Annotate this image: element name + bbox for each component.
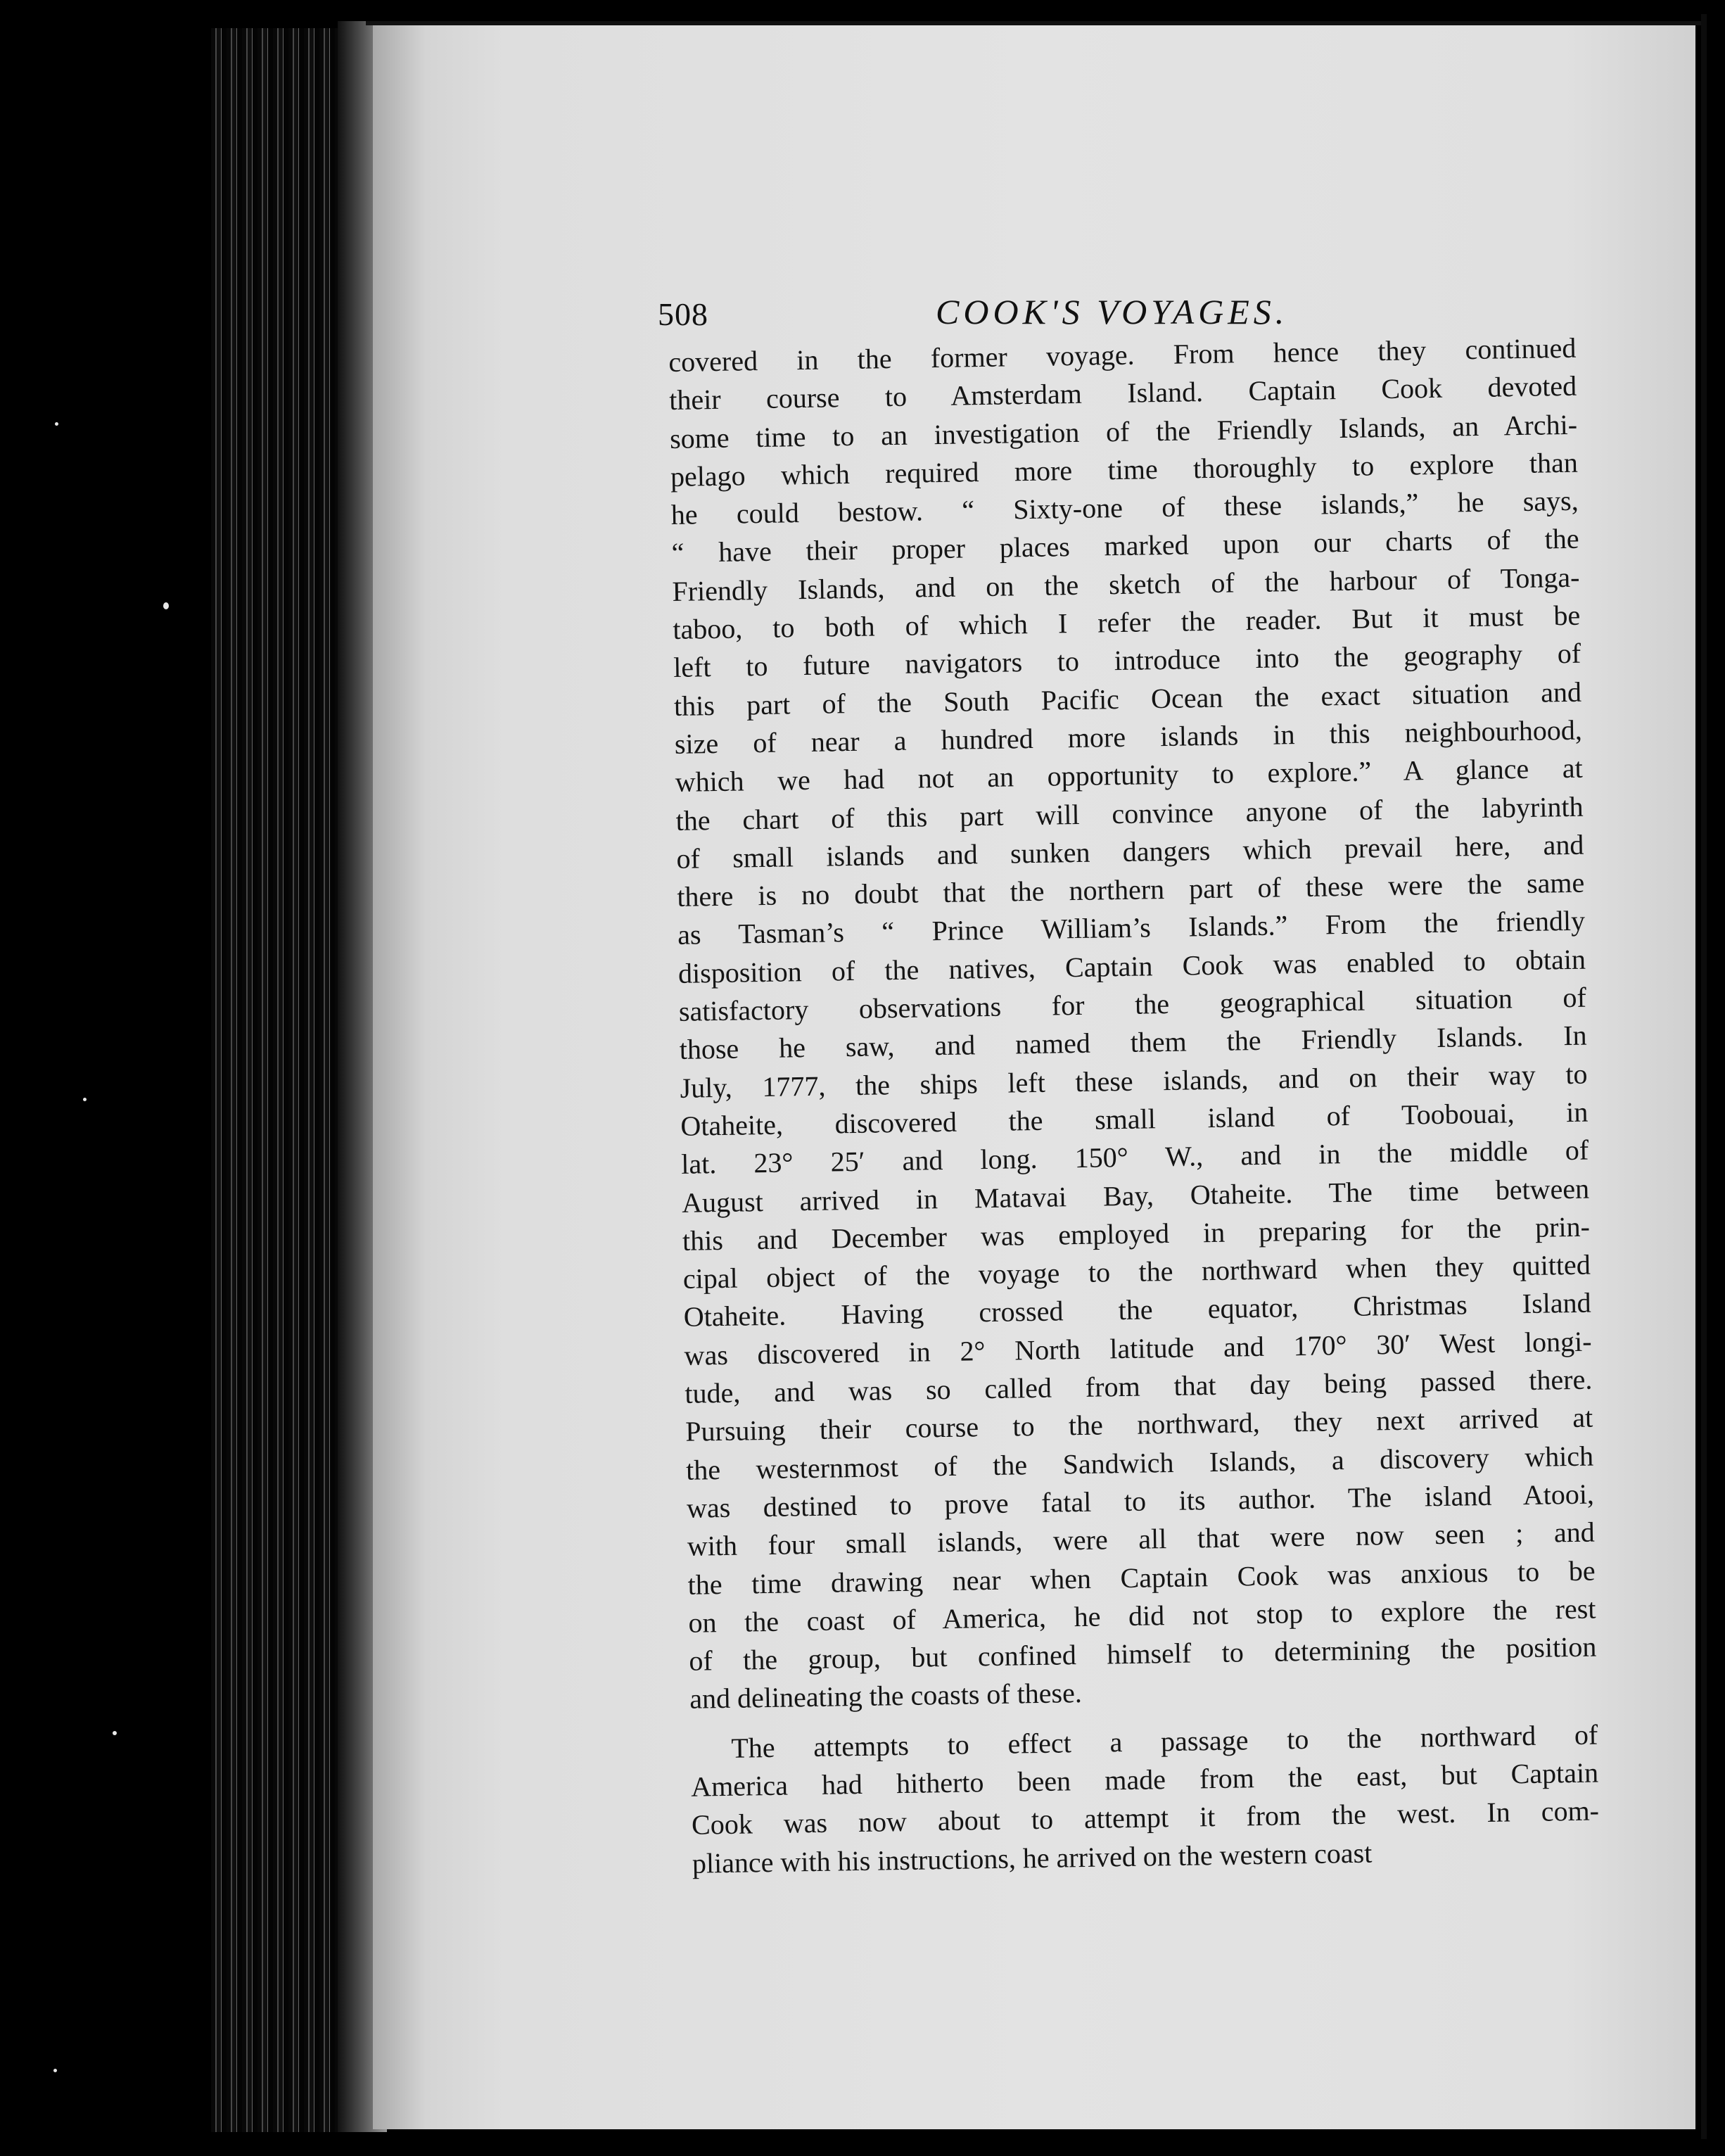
text-line: lat. 23° 25′ and long. 150° W., and in the middle of <box>680 1134 1589 1181</box>
text-line: Otaheite. Having crossed the equator, Christmas Island <box>683 1286 1591 1333</box>
scan-speck <box>53 2069 57 2072</box>
text-line: covered in the former voyage. From hence they continued <box>668 331 1577 378</box>
text-line: with four small islands, were all that were now seen ; and <box>687 1516 1596 1562</box>
text-line: Pursuing their course to the northward, they next arrived at <box>685 1401 1593 1448</box>
text-line: there is no doubt that the northern part of these were the same <box>677 866 1585 913</box>
page-number: 508 <box>658 296 708 332</box>
scan-speck <box>83 1098 87 1101</box>
text-line: size of near a hundred more islands in this neighbourhood, <box>674 714 1583 760</box>
text-line: was destined to prove fatal to its author. The island Atooi, <box>686 1478 1595 1524</box>
scan-speck <box>55 422 58 426</box>
text-line: their course to Amsterdam Island. Captain Cook devoted <box>668 370 1577 417</box>
text-line: left to future navigators to introduce into the geography of <box>673 638 1581 684</box>
text-line: August arrived in Matavai Bay, Otaheite. The time between <box>681 1172 1590 1219</box>
text-line: and delineating the coasts of these. <box>689 1677 1083 1716</box>
text-line: of small islands and sunken dangers which prevail here, and <box>676 828 1584 875</box>
text-line: the westernmost of the Sandwich Islands, a discovery which <box>685 1440 1594 1486</box>
text-line: of the group, but confined himself to determining the position <box>689 1630 1597 1677</box>
text-line: Friendly Islands, and on the sketch of the harbour of Tonga- <box>672 561 1580 607</box>
text-line: pliance with his instructions, he arrived on the western coast <box>692 1837 1373 1879</box>
text-line: pelago which required more time thoroughly to explore than <box>670 446 1579 493</box>
text-line: this part of the South Pacific Ocean the exact situation and <box>673 676 1582 722</box>
text-line: Cook was now about to attempt it from the west. In com- <box>691 1794 1600 1841</box>
text-line: as Tasman’s “ Prince William’s Islands.” From the friendly <box>677 905 1586 951</box>
text-line: some time to an investigation of the Friendly Islands, an Archi- <box>669 408 1578 455</box>
text-line: July, 1777, the ships left these islands, and on their way to <box>680 1058 1588 1104</box>
text-line: he could bestow. “ Sixty-one of these islands,” he says, <box>670 484 1579 531</box>
text-line: the chart of this part will convince anyone of the labyrinth <box>675 790 1584 837</box>
running-title: COOK'S VOYAGES. <box>936 292 1289 331</box>
text-line: which we had not an opportunity to explore.” A glance at <box>675 752 1583 799</box>
text-line: cipal object of the voyage to the northward when they quitted <box>682 1248 1591 1295</box>
text-line: Otaheite, discovered the small island of Toobouai, in <box>680 1096 1589 1142</box>
text-line: America had hitherto been made from the east, but Captain <box>690 1756 1599 1803</box>
body-text <box>668 329 1600 1883</box>
scan-speck <box>113 1731 117 1735</box>
text-line: this and December was employed in preparing for the prin- <box>682 1210 1591 1257</box>
text-line: taboo, to both of which I refer the reader. But it must be <box>673 599 1581 646</box>
text-line: “ have their proper places marked upon our charts of the <box>671 523 1579 569</box>
text-line: tude, and was so called from that day being passed there. <box>685 1363 1593 1409</box>
paragraph-2 <box>690 1716 1600 1882</box>
paragraph-1 <box>668 329 1598 1719</box>
text-line: those he saw, and named them the Friendly Islands. In <box>679 1019 1587 1066</box>
text-line: disposition of the natives, Captain Cook was enabled to obtain <box>677 943 1586 989</box>
running-head <box>658 292 1361 338</box>
text-line: The attempts to effect a passage to the northward of <box>731 1718 1598 1764</box>
right-border <box>1701 14 1707 2139</box>
text-line: on the coast of America, he did not stop to explore the rest <box>688 1592 1596 1639</box>
text-line: the time drawing near when Captain Cook was anxious to be <box>687 1554 1596 1601</box>
text-line: satisfactory observations for the geographical situation of <box>678 981 1587 1027</box>
text-line: was discovered in 2° North latitude and 170° 30′ West longi- <box>684 1325 1592 1371</box>
scan-speck <box>163 602 169 609</box>
